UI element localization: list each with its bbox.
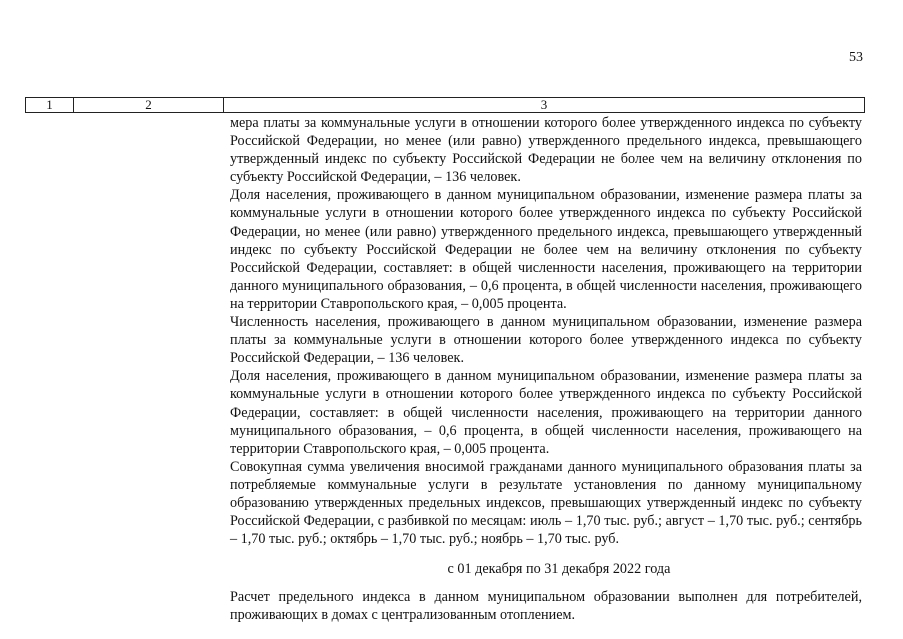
period-heading: с 01 декабря по 31 декабря 2022 года [447,561,671,578]
paragraph-population-share-2: Доля населения, проживающего в данном муниципальном образовании, изменение размера платы за коммунальные услуги в отношении которого более утвержденного индекса по субъекту Российской Федерации, составляет: в общей численности населения, проживающего на территории данного муниципального образования, – 0,6 процента, в общей численности населения, проживающего на территории Ставропольского края, – 0,005 процента. [230,368,862,457]
table-header-row [25,97,865,113]
paragraph-calculation-note: Расчет предельного индекса в данном муниципальном образовании выполнен для потребителей, проживающих в домах с централизованным отоплением. [230,589,862,624]
paragraph-continuation: мера платы за коммунальные услуги в отношении которого более утвержденного индекса по субъекту Российской Федерации, но менее (или равно) утвержденного предельного индекса, превышающего утвержденный индекс по субъекту Российской Федерации не более чем на величину отклонения по субъекту Российской Федерации, – 136 человек. [230,115,862,186]
table-header-col-3: 3 [540,97,548,112]
paragraph-total-increase: Совокупная сумма увеличения вносимой гражданами данного муниципального образования платы за потребляемые коммунальные услуги в результате установления по данному муниципальному образованию утвержденных предельных индексов, превышающих утвержденный индекс по субъекту Российской Федерации, с разбивкой по месяцам: июль – 1,70 тыс. руб.; август – 1,70 тыс. руб.; сентябрь – 1,70 тыс. руб.; октябрь – 1,70 тыс. руб.; ноябрь – 1,70 тыс. руб. [230,458,862,548]
paragraph-population-count: Численность населения, проживающего в данном муниципальном образовании, изменение размера платы за коммунальные услуги в отношении которого более утвержденного индекса по субъекту Российской Федерации, – 136 человек. [230,314,862,367]
document-body [230,114,862,625]
table-header-col-1: 1 [26,98,74,112]
table-header-col-2: 2 [74,98,224,112]
page-number: 53 [849,50,863,65]
paragraph-population-share: Доля населения, проживающего в данном муниципальном образовании, изменение размера платы за коммунальные услуги в отношении которого более утвержденного индекса по субъекту Российской Федерации, но менее (или равно) утвержденного предельного индекса, превышающего утвержденный индекс по субъекту Российской Федерации не более чем на величину отклонения по субъекту Российской Федерации, составляет: в общей численности населения, проживающего на территории данного муниципального образования, – 0,6 процента, в общей численности населения, проживающего на территории Ставропольского края, – 0,005 процента. [230,187,862,312]
